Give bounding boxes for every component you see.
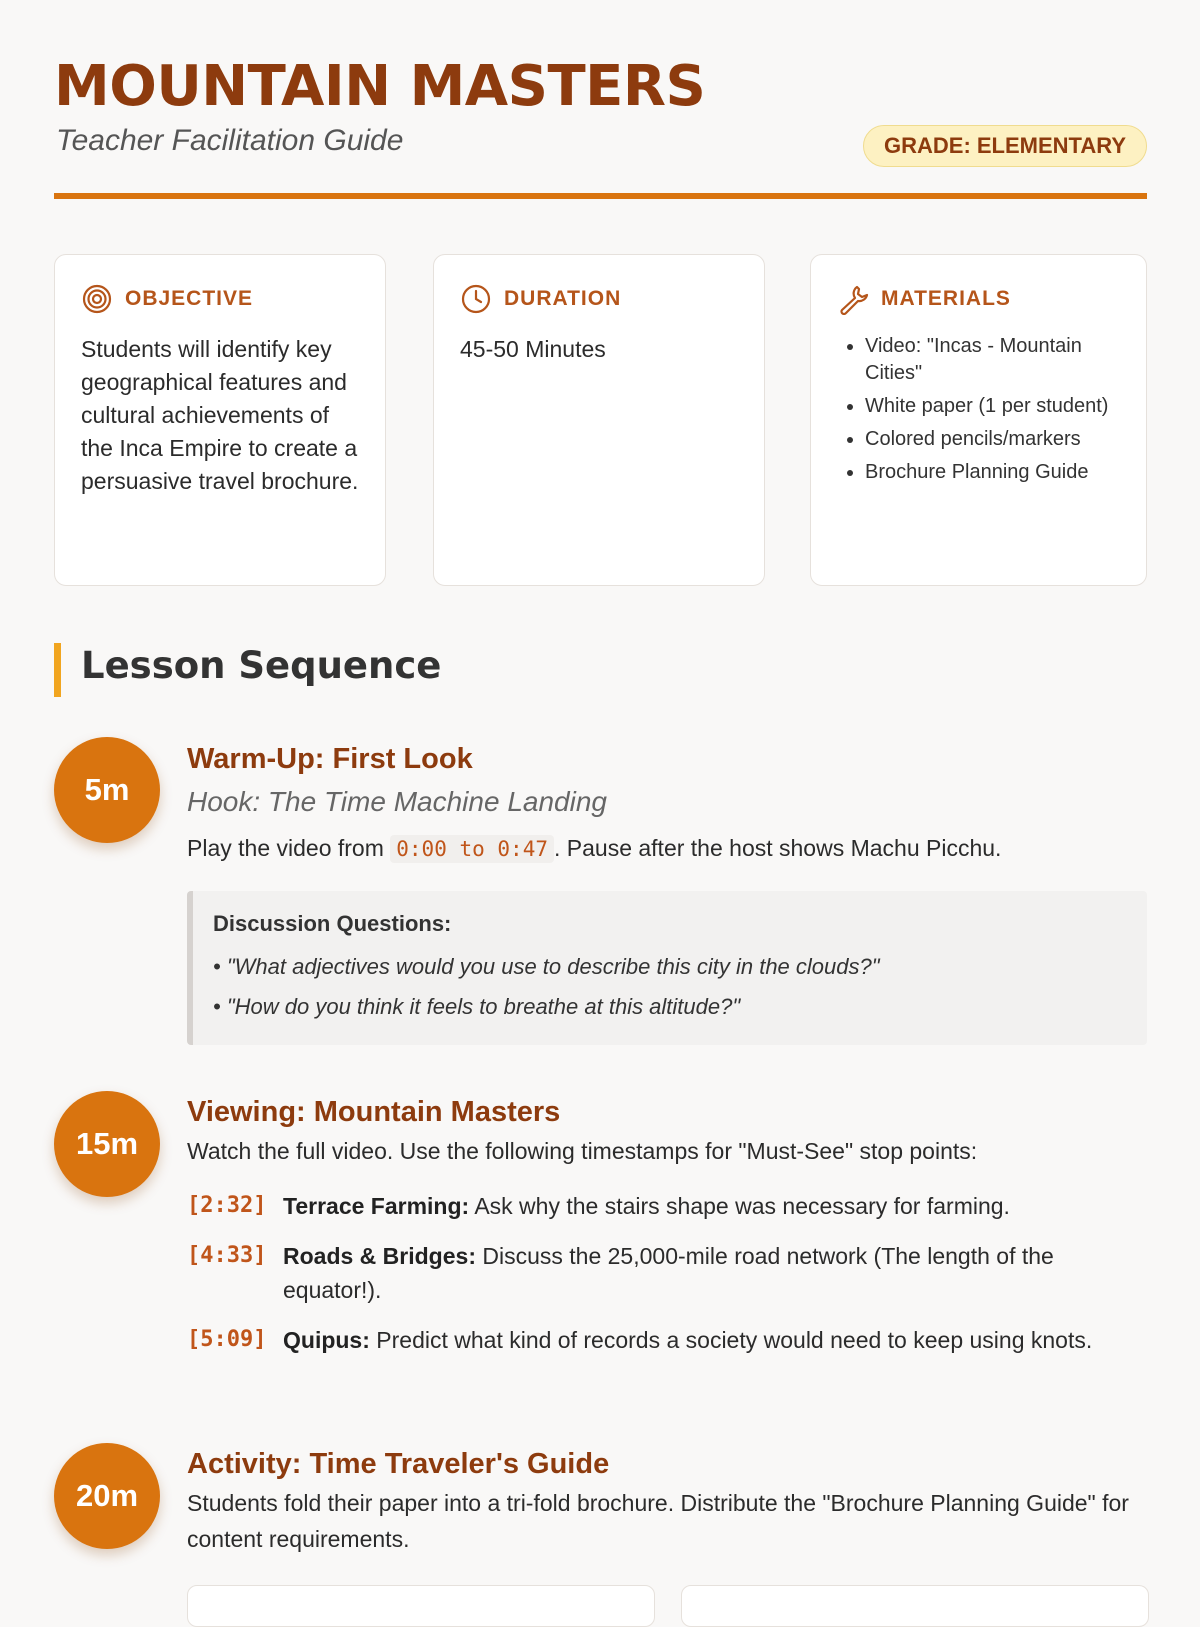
timestamp-code: 0:00 to 0:47	[390, 835, 554, 863]
step-title: Warm-Up: First Look	[187, 743, 473, 775]
step-text: Students fold their paper into a tri-fold brochure. Distribute the "Brochure Planning Guide" for content requirements.	[187, 1490, 1129, 1552]
stop-point	[187, 1323, 1147, 1357]
step-viewing	[187, 1096, 1147, 1357]
clock-icon	[460, 283, 492, 315]
stop-text: Discuss the 25,000-mile road network (The length of the equator!).	[283, 1243, 1054, 1303]
step-text	[187, 830, 1147, 867]
page-subtitle: Teacher Facilitation Guide	[56, 124, 404, 157]
stop-label: Roads & Bridges:	[283, 1243, 476, 1269]
step-text: Watch the full video. Use the following timestamps for "Must-See" stop points:	[187, 1138, 978, 1164]
stop-point	[187, 1239, 1147, 1307]
materials-list	[837, 333, 1120, 486]
materials-item: • White paper (1 per student)	[865, 393, 1120, 420]
stop-point	[187, 1189, 1147, 1223]
objective-title: OBJECTIVE	[125, 287, 254, 310]
stop-text: Ask why the stairs shape was necessary for farming.	[474, 1193, 1010, 1219]
objective-card	[54, 254, 386, 586]
wrench-icon	[837, 283, 869, 315]
stop-label: Terrace Farming:	[283, 1193, 470, 1219]
stop-timestamp: [2:32]	[187, 1193, 267, 1218]
materials-item: • Colored pencils/markers	[865, 426, 1120, 453]
step-activity	[187, 1448, 1147, 1557]
step-text-before: Play the video from	[187, 835, 384, 861]
duration-card	[433, 254, 765, 586]
stop-text: Predict what kind of records a society would need to keep using knots.	[376, 1327, 1093, 1353]
step-duration-badge: 15m	[54, 1091, 160, 1197]
duration-text: 45-50 Minutes	[460, 336, 606, 362]
stop-timestamp: [5:09]	[187, 1327, 267, 1352]
step-text-after: . Pause after the host shows Machu Picchu.	[553, 835, 1002, 861]
stop-label: Quipus:	[283, 1327, 370, 1353]
objective-text: Students will identify key geographical features and cultural achievements of the Inca Empire to create a persuasive travel brochure.	[81, 336, 359, 494]
step-duration-badge: 20m	[54, 1443, 160, 1549]
page-title: MOUNTAIN MASTERS	[54, 54, 706, 119]
target-icon	[81, 283, 113, 315]
discussion-box	[187, 891, 1147, 1045]
step-title: Activity: Time Traveler's Guide	[187, 1448, 610, 1480]
duration-title: DURATION	[504, 287, 622, 310]
step-duration-badge: 5m	[54, 737, 160, 843]
materials-title: MATERIALS	[881, 287, 1011, 310]
discussion-heading: Discussion Questions:	[213, 911, 452, 936]
discussion-question: • "What adjectives would you use to describe this city in the clouds?"	[213, 954, 880, 979]
step-subtitle: Hook: The Time Machine Landing	[187, 786, 607, 817]
materials-item: • Video: "Incas - Mountain Cities"	[865, 333, 1120, 387]
section-title: Lesson Sequence	[81, 644, 442, 687]
step-warm-up	[187, 743, 1147, 1045]
header-divider	[54, 193, 1147, 199]
section-accent-bar	[54, 643, 61, 697]
stop-timestamp: [4:33]	[187, 1243, 267, 1268]
materials-item: • Brochure Planning Guide	[865, 459, 1120, 486]
materials-card	[810, 254, 1147, 586]
discussion-question: • "How do you think it feels to breathe at this altitude?"	[213, 994, 741, 1019]
grade-badge: GRADE: ELEMENTARY	[863, 125, 1147, 167]
activity-panel	[681, 1585, 1149, 1627]
step-title: Viewing: Mountain Masters	[187, 1096, 561, 1128]
activity-panel	[187, 1585, 655, 1627]
